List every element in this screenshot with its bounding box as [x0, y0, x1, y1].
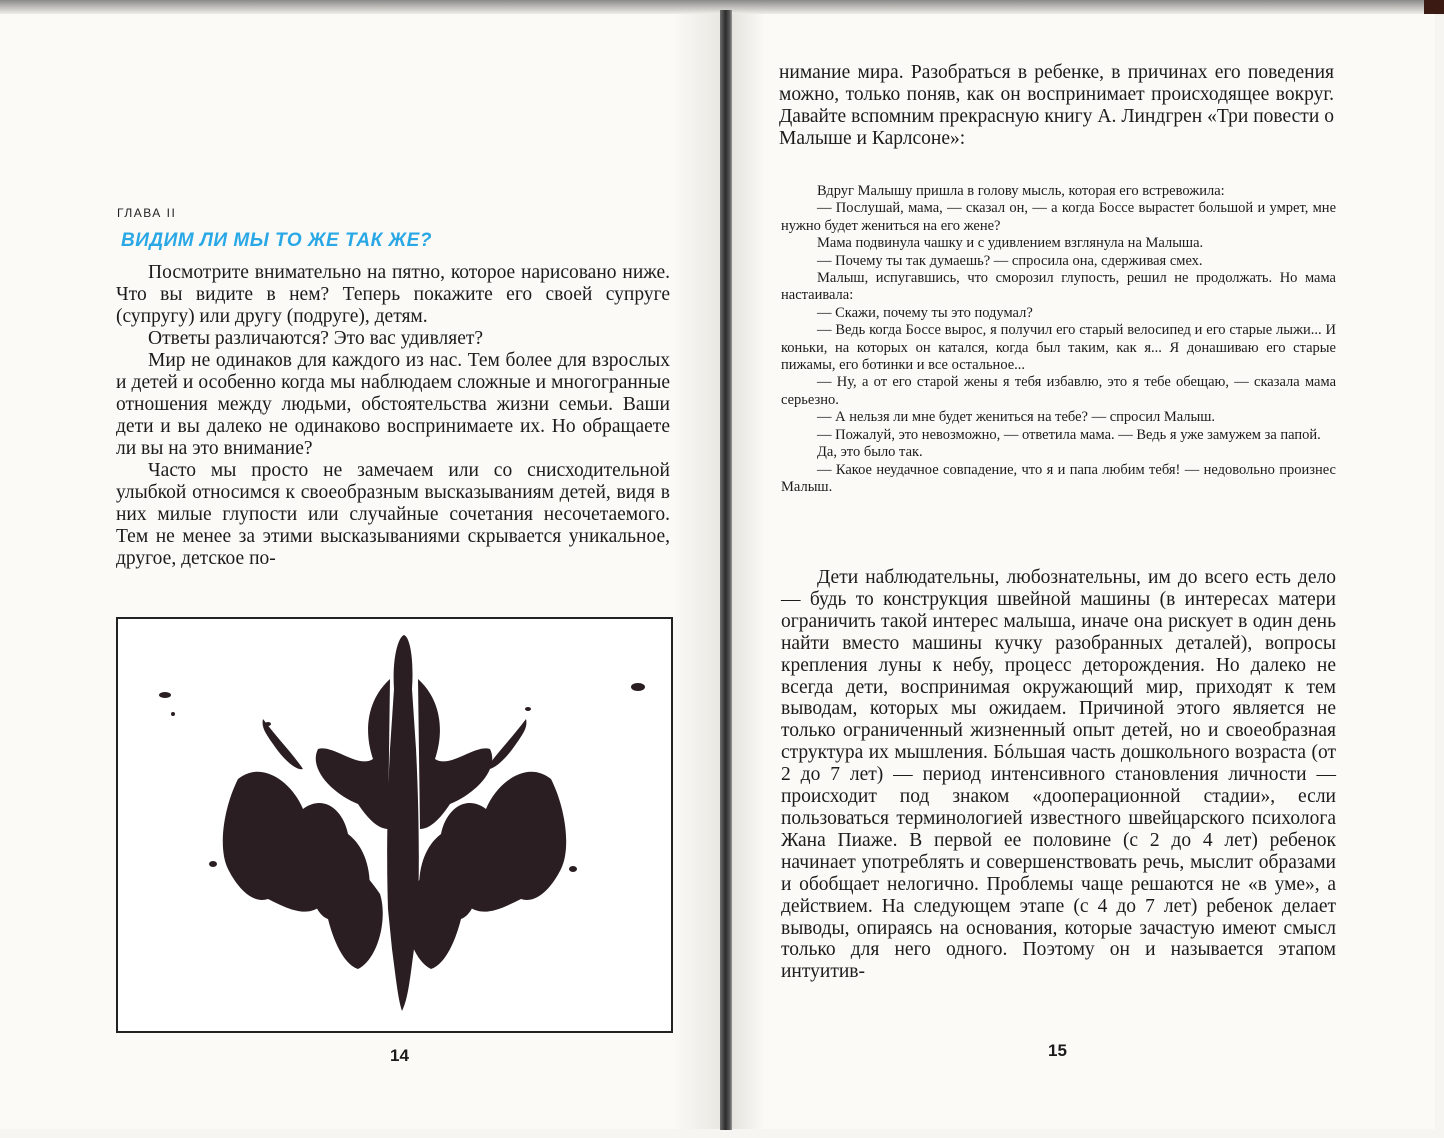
paragraph: нимание мира. Разобраться в ребенке, в причинах его поведения можно, только поняв, как он воспринимает происходящее вокруг. Давайте вспомним прекрасную книгу А. Линдгрен «Три повести о Малыше и Карлсоне»: — [779, 62, 1334, 149]
quote-line: — Какое неудачное совпадение, что я и папа любим тебя! — недовольно произнес Малыш. — [781, 461, 1336, 495]
paragraph: Часто мы просто не замечаем или со снисходительной улыбкой относимся к своеобразным высказываниям детей, видя в них милые глупости или случайные сочетания несочетаемого. Тем не менее за этими высказываниями скрывается уникальное, другое, детское по- — [116, 460, 670, 569]
page-number: 15 — [1048, 1041, 1067, 1060]
paragraph: Мир не одинаков для каждого из нас. Тем более для взрослых и детей и особенно когда мы наблюдаем сложные и многогранные отношения между людьми, обстоятельства жизни семьи. Ваши дети и вы далеко не одинаково воспринимаете их. Но обращаете ли вы на это внимание? — [116, 350, 670, 459]
inkblot-icon — [118, 619, 671, 1031]
right-body-text — [781, 567, 1336, 983]
left-body-text — [116, 262, 670, 570]
quote-line: — Пожалуй, это невозможно, — ответила мама. — Ведь я уже замужем за папой. — [817, 426, 1321, 443]
book-gutter — [720, 10, 732, 1130]
quote-line: — Ведь когда Боссе вырос, я получил его старый велосипед и его старые лыжи... И коньки, на которых он катался, когда был таким, как я... Я донашиваю его старые пижамы, его ботинки и все остальное... — [781, 322, 1336, 374]
page-number: 14 — [390, 1046, 409, 1065]
quoted-excerpt — [781, 183, 1336, 496]
quote-line: — А нельзя ли мне будет жениться на тебе? — спросил Малыш. — [817, 409, 1216, 426]
quote-line: — Послушай, мама, — сказал он, — а когда Боссе вырастет большой и умрет, мне нужно будет жениться на его жене? — [781, 200, 1336, 234]
quote-line: Малыш, испугавшись, что сморозил глупость, решил не продолжать. Но мама настаивала: — [781, 270, 1336, 304]
quote-line: Мама подвинула чашку и с удивлением взглянула на Малыша. — [817, 235, 1204, 252]
chapter-label: ГЛАВА II — [117, 206, 177, 220]
quote-line: — Скажи, почему ты это подумал? — [817, 304, 1033, 321]
quote-line: — Ну, а от его старой жены я тебя избавлю, это я тебе обещаю, — сказала мама серьезно. — [781, 374, 1336, 408]
scan-corner — [1424, 0, 1444, 14]
quote-line: Вдруг Малышу пришла в голову мысль, которая его встревожила: — [817, 183, 1225, 199]
chapter-title: ВИДИМ ЛИ МЫ ТО ЖЕ ТАК ЖЕ? — [121, 230, 432, 251]
paragraph: Ответы различаются? Это вас удивляет? — [148, 328, 484, 349]
paragraph: Дети наблюдательны, любознательны, им до всего есть дело — будь то конструкция швейной машины (в интересах матери ограничить такой интерес малыша, иначе она рискует в один день найти вместо машины кучку разобранных деталей), вопросы крепления луны к небу, процесс деторождения. Но далеко не всегда дети, воспринимая окружающий мир, приходят к тем выводам, которых мы ожидаем. Причиной этого является не только ограниченный жизненный опыт детей, но и своеобразная структура их мышления. Бóльшая часть дошкольного возраста (от 2 до 7 лет) — период интенсивного становления личности — происходит под знаком «дооперационной стадии», если пользоваться терминологией известного швейцарского психолога Жана Пиаже. В первой ее половине (с 2 до 4 лет) ребенок начинает употреблять и совершенствовать речь, мыслит образами и обобщает нелогично. Проблемы чаще решаются не «в уме», а действием. На следующем этапе (с 4 до 7 лет) ребенок делает выводы, опираясь на основания, которые зачастую имеют смысл только для него одного. Поэтому он и называется этапом интуитив- — [781, 567, 1336, 983]
right-intro-text — [779, 62, 1334, 150]
paragraph: Посмотрите внимательно на пятно, которое нарисовано ниже. Что вы видите в нем? Теперь покажите его своей супруге (супругу) или другу (подруге), детям. — [116, 262, 670, 327]
inkblot-figure — [116, 617, 673, 1033]
quote-line: Да, это было так. — [817, 444, 923, 461]
quote-line: — Почему ты так думаешь? — спросила она, сдерживая смех. — [817, 252, 1203, 269]
